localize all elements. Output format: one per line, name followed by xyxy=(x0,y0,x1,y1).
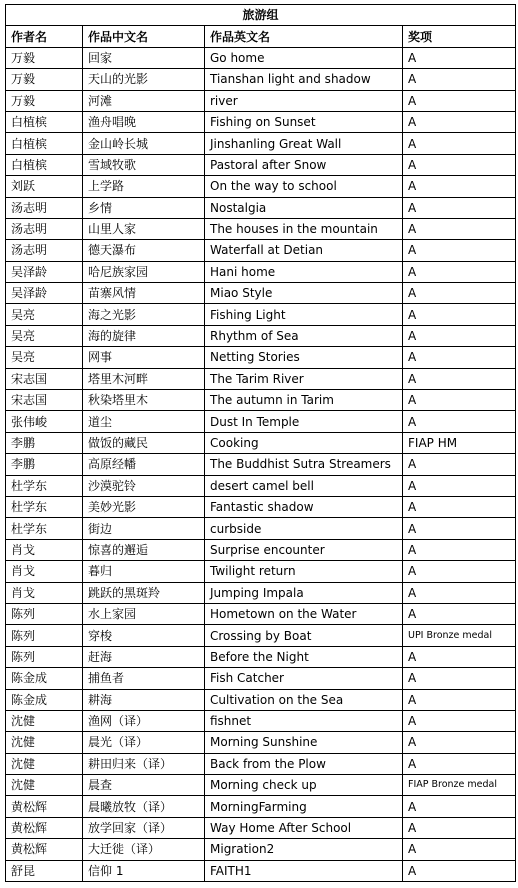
cell-author: 陈列 xyxy=(6,646,83,667)
cell-award: A xyxy=(403,197,516,218)
cell-title-cn: 上学路 xyxy=(83,176,205,197)
cell-award: A xyxy=(403,176,516,197)
table-row xyxy=(6,860,516,881)
cell-award: A xyxy=(403,111,516,132)
cell-title-cn: 回家 xyxy=(83,47,205,68)
cell-title-cn: 高原经幡 xyxy=(83,454,205,475)
cell-title-en: On the way to school xyxy=(205,176,403,197)
cell-author: 黄松辉 xyxy=(6,796,83,817)
table-row xyxy=(6,582,516,603)
cell-title-en: Fish Catcher xyxy=(205,668,403,689)
cell-title-en: The houses in the mountain xyxy=(205,218,403,239)
cell-title-en: Jumping Impala xyxy=(205,582,403,603)
cell-author: 杜学东 xyxy=(6,496,83,517)
cell-award: A xyxy=(403,603,516,624)
cell-author: 黄松辉 xyxy=(6,817,83,838)
table-row xyxy=(6,518,516,539)
cell-title-en: Pastoral after Snow xyxy=(205,154,403,175)
cell-author: 白植槟 xyxy=(6,133,83,154)
table-row xyxy=(6,561,516,582)
table-row xyxy=(6,603,516,624)
cell-title-en: desert camel bell xyxy=(205,475,403,496)
table-row xyxy=(6,368,516,389)
cell-title-en: Cooking xyxy=(205,432,403,453)
cell-title-en: Back from the Plow xyxy=(205,753,403,774)
cell-award: A xyxy=(403,154,516,175)
cell-title-cn: 渔网（译） xyxy=(83,710,205,731)
cell-author: 陈列 xyxy=(6,625,83,646)
cell-award: A xyxy=(403,133,516,154)
table-row xyxy=(6,47,516,68)
cell-author: 沈健 xyxy=(6,753,83,774)
cell-award: A xyxy=(403,561,516,582)
cell-author: 万毅 xyxy=(6,69,83,90)
cell-title-cn: 耕田归来（译） xyxy=(83,753,205,774)
cell-title-cn: 山里人家 xyxy=(83,218,205,239)
cell-author: 杜学东 xyxy=(6,475,83,496)
cell-title-en: Tianshan light and shadow xyxy=(205,69,403,90)
cell-award: UPI Bronze medal xyxy=(403,625,516,646)
cell-title-cn: 河滩 xyxy=(83,90,205,111)
table-row xyxy=(6,111,516,132)
cell-title-en: Twilight return xyxy=(205,561,403,582)
cell-award: A xyxy=(403,454,516,475)
cell-title-en: Hometown on the Water xyxy=(205,603,403,624)
table-row xyxy=(6,775,516,796)
cell-author: 沈健 xyxy=(6,710,83,731)
cell-author: 汤志明 xyxy=(6,240,83,261)
cell-award: A xyxy=(403,368,516,389)
cell-title-en: MorningFarming xyxy=(205,796,403,817)
cell-author: 张伟峻 xyxy=(6,411,83,432)
cell-title-en: Fishing Light xyxy=(205,304,403,325)
cell-award: A xyxy=(403,582,516,603)
cell-title-en: Morning Sunshine xyxy=(205,732,403,753)
cell-author: 白植槟 xyxy=(6,154,83,175)
cell-title-cn: 苗寨风情 xyxy=(83,283,205,304)
cell-title-en: Rhythm of Sea xyxy=(205,325,403,346)
cell-title-cn: 放学回家（译） xyxy=(83,817,205,838)
cell-author: 汤志明 xyxy=(6,197,83,218)
cell-author: 舒昆 xyxy=(6,860,83,881)
cell-title-en: The Tarim River xyxy=(205,368,403,389)
cell-author: 沈健 xyxy=(6,732,83,753)
cell-author: 黄松辉 xyxy=(6,839,83,860)
table-row xyxy=(6,625,516,646)
cell-title-cn: 海之光影 xyxy=(83,304,205,325)
cell-award: A xyxy=(403,304,516,325)
cell-author: 吴亮 xyxy=(6,325,83,346)
cell-title-en: Hani home xyxy=(205,261,403,282)
cell-award: A xyxy=(403,646,516,667)
cell-title-cn: 乡情 xyxy=(83,197,205,218)
cell-author: 肖戈 xyxy=(6,561,83,582)
table-row xyxy=(6,325,516,346)
table-row xyxy=(6,283,516,304)
cell-author: 汤志明 xyxy=(6,218,83,239)
table-row xyxy=(6,710,516,731)
cell-author: 吴泽龄 xyxy=(6,261,83,282)
cell-title-cn: 街边 xyxy=(83,518,205,539)
cell-award: A xyxy=(403,518,516,539)
cell-award: A xyxy=(403,283,516,304)
cell-award: A xyxy=(403,796,516,817)
cell-title-cn: 哈尼族家园 xyxy=(83,261,205,282)
table-row xyxy=(6,432,516,453)
cell-title-en: Waterfall at Detian xyxy=(205,240,403,261)
cell-award: FIAP Bronze medal xyxy=(403,775,516,796)
cell-title-en: Cultivation on the Sea xyxy=(205,689,403,710)
cell-title-en: The Buddhist Sutra Streamers xyxy=(205,454,403,475)
title-row xyxy=(6,5,516,26)
cell-award: A xyxy=(403,839,516,860)
header-row xyxy=(6,26,516,47)
cell-author: 吴泽龄 xyxy=(6,283,83,304)
cell-title-cn: 大迁徙（译） xyxy=(83,839,205,860)
cell-title-en: Fishing on Sunset xyxy=(205,111,403,132)
cell-title-cn: 网事 xyxy=(83,347,205,368)
cell-author: 陈金成 xyxy=(6,689,83,710)
cell-author: 宋志国 xyxy=(6,390,83,411)
cell-award: A xyxy=(403,496,516,517)
cell-author: 陈列 xyxy=(6,603,83,624)
cell-award: FIAP HM xyxy=(403,432,516,453)
cell-award: A xyxy=(403,347,516,368)
cell-title-en: Crossing by Boat xyxy=(205,625,403,646)
cell-title-cn: 海的旋律 xyxy=(83,325,205,346)
table-row xyxy=(6,753,516,774)
cell-title-cn: 德天瀑布 xyxy=(83,240,205,261)
cell-author: 肖戈 xyxy=(6,539,83,560)
cell-title-cn: 做饭的藏民 xyxy=(83,432,205,453)
header-award: 奖项 xyxy=(403,26,516,47)
cell-author: 李鹏 xyxy=(6,432,83,453)
cell-author: 吴亮 xyxy=(6,347,83,368)
cell-title-cn: 捕鱼者 xyxy=(83,668,205,689)
cell-title-cn: 金山岭长城 xyxy=(83,133,205,154)
table-row xyxy=(6,218,516,239)
table-row xyxy=(6,133,516,154)
cell-award: A xyxy=(403,390,516,411)
cell-award: A xyxy=(403,411,516,432)
cell-award: A xyxy=(403,539,516,560)
table-row xyxy=(6,176,516,197)
cell-title-en: Way Home After School xyxy=(205,817,403,838)
cell-title-en: Fantastic shadow xyxy=(205,496,403,517)
cell-award: A xyxy=(403,90,516,111)
cell-title-en: curbside xyxy=(205,518,403,539)
cell-author: 刘跃 xyxy=(6,176,83,197)
cell-award: A xyxy=(403,668,516,689)
cell-title-cn: 信仰 1 xyxy=(83,860,205,881)
cell-author: 万毅 xyxy=(6,47,83,68)
table-row xyxy=(6,240,516,261)
cell-title-cn: 渔舟唱晚 xyxy=(83,111,205,132)
table-row xyxy=(6,646,516,667)
cell-title-cn: 水上家园 xyxy=(83,603,205,624)
header-author: 作者名 xyxy=(6,26,83,47)
table-row xyxy=(6,154,516,175)
cell-author: 杜学东 xyxy=(6,518,83,539)
table-row xyxy=(6,347,516,368)
cell-award: A xyxy=(403,218,516,239)
table-row xyxy=(6,454,516,475)
cell-title-cn: 赶海 xyxy=(83,646,205,667)
cell-title-en: fishnet xyxy=(205,710,403,731)
table-row xyxy=(6,69,516,90)
table-row xyxy=(6,539,516,560)
cell-award: A xyxy=(403,710,516,731)
cell-title-en: FAITH1 xyxy=(205,860,403,881)
cell-title-cn: 道尘 xyxy=(83,411,205,432)
cell-title-cn: 晨曦放牧（译） xyxy=(83,796,205,817)
table-row xyxy=(6,732,516,753)
table-row xyxy=(6,668,516,689)
table-row xyxy=(6,689,516,710)
cell-title-en: Nostalgia xyxy=(205,197,403,218)
cell-award: A xyxy=(403,860,516,881)
cell-title-cn: 晨光（译） xyxy=(83,732,205,753)
cell-author: 宋志国 xyxy=(6,368,83,389)
cell-title-cn: 塔里木河畔 xyxy=(83,368,205,389)
table-row xyxy=(6,817,516,838)
cell-title-cn: 美妙光影 xyxy=(83,496,205,517)
cell-title-en: Jinshanling Great Wall xyxy=(205,133,403,154)
cell-title-en: Go home xyxy=(205,47,403,68)
table-row xyxy=(6,197,516,218)
table-title: 旅游组 xyxy=(6,5,516,26)
cell-author: 白植槟 xyxy=(6,111,83,132)
cell-author: 陈金成 xyxy=(6,668,83,689)
cell-author: 沈健 xyxy=(6,775,83,796)
cell-title-en: Morning check up xyxy=(205,775,403,796)
header-title-en: 作品英文名 xyxy=(205,26,403,47)
table-row xyxy=(6,796,516,817)
spreadsheet xyxy=(5,4,515,882)
cell-title-en: Miao Style xyxy=(205,283,403,304)
table-row xyxy=(6,839,516,860)
cell-award: A xyxy=(403,69,516,90)
cell-title-cn: 惊喜的邂逅 xyxy=(83,539,205,560)
award-table xyxy=(5,4,516,882)
cell-author: 万毅 xyxy=(6,90,83,111)
cell-award: A xyxy=(403,325,516,346)
table-row xyxy=(6,411,516,432)
cell-title-cn: 晨查 xyxy=(83,775,205,796)
cell-award: A xyxy=(403,240,516,261)
cell-title-en: The autumn in Tarim xyxy=(205,390,403,411)
cell-award: A xyxy=(403,753,516,774)
cell-title-en: Dust In Temple xyxy=(205,411,403,432)
cell-title-cn: 耕海 xyxy=(83,689,205,710)
cell-title-en: river xyxy=(205,90,403,111)
cell-title-en: Surprise encounter xyxy=(205,539,403,560)
cell-author: 吴亮 xyxy=(6,304,83,325)
cell-title-cn: 暮归 xyxy=(83,561,205,582)
cell-title-cn: 沙漠驼铃 xyxy=(83,475,205,496)
cell-author: 李鹏 xyxy=(6,454,83,475)
cell-title-cn: 跳跃的黑斑羚 xyxy=(83,582,205,603)
cell-award: A xyxy=(403,261,516,282)
cell-award: A xyxy=(403,817,516,838)
cell-award: A xyxy=(403,475,516,496)
table-row xyxy=(6,90,516,111)
cell-title-en: Before the Night xyxy=(205,646,403,667)
cell-award: A xyxy=(403,689,516,710)
header-title-cn: 作品中文名 xyxy=(83,26,205,47)
cell-author: 肖戈 xyxy=(6,582,83,603)
cell-title-cn: 雪域牧歌 xyxy=(83,154,205,175)
cell-title-en: Netting Stories xyxy=(205,347,403,368)
cell-title-cn: 穿梭 xyxy=(83,625,205,646)
table-row xyxy=(6,496,516,517)
cell-title-en: Migration2 xyxy=(205,839,403,860)
cell-award: A xyxy=(403,732,516,753)
cell-award: A xyxy=(403,47,516,68)
cell-title-cn: 秋染塔里木 xyxy=(83,390,205,411)
table-row xyxy=(6,390,516,411)
table-row xyxy=(6,261,516,282)
table-row xyxy=(6,304,516,325)
table-row xyxy=(6,475,516,496)
cell-title-cn: 天山的光影 xyxy=(83,69,205,90)
